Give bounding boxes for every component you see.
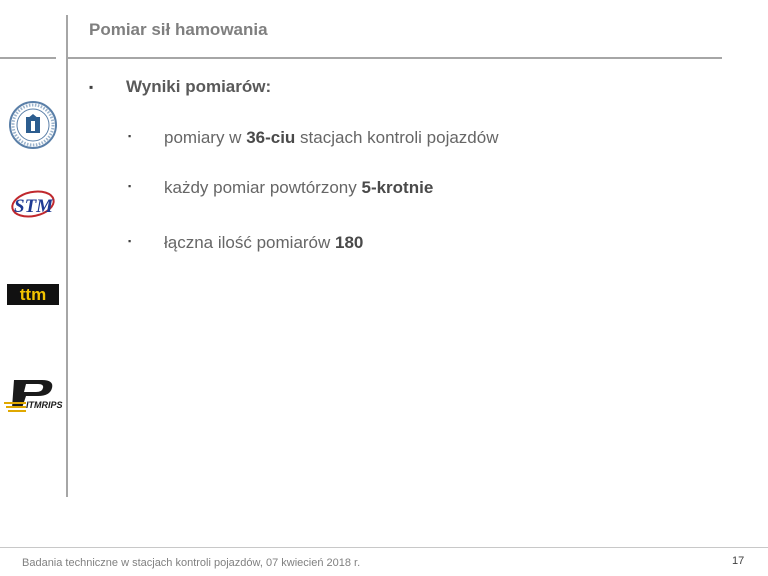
left-header-divider <box>0 57 56 59</box>
header-divider <box>68 57 722 59</box>
vertical-divider <box>66 15 68 497</box>
university-seal-logo <box>8 100 58 155</box>
footer-divider <box>0 547 768 548</box>
list-bullet: ▪ <box>128 131 132 141</box>
main-bullet: ▪ <box>89 80 94 94</box>
list-item-text: pomiary w 36-ciu stacjach kontroli pojazdów <box>164 128 499 147</box>
stm-logo-text: STM <box>14 196 54 217</box>
list-bullet: ▪ <box>128 181 132 191</box>
stm-logo <box>10 186 56 227</box>
ttm-logo-text: ttm <box>19 285 47 304</box>
list-bullet: ▪ <box>128 236 132 246</box>
itmrips-logo <box>4 378 64 417</box>
main-heading: Wyniki pomiarów: <box>126 77 272 96</box>
list-item-text: łączna ilość pomiarów 180 <box>164 233 364 252</box>
itmrips-logo-text: ITMRIPS <box>26 400 63 410</box>
page-number: 17 <box>732 555 745 567</box>
footer-text: Badania techniczne w stacjach kontroli pojazdów, 07 kwiecień 2018 r. <box>22 557 361 569</box>
slide-title: Pomiar sił hamowania <box>89 20 268 39</box>
list-item-text: każdy pomiar powtórzony 5-krotnie <box>164 178 434 197</box>
ttm-logo <box>7 284 59 305</box>
